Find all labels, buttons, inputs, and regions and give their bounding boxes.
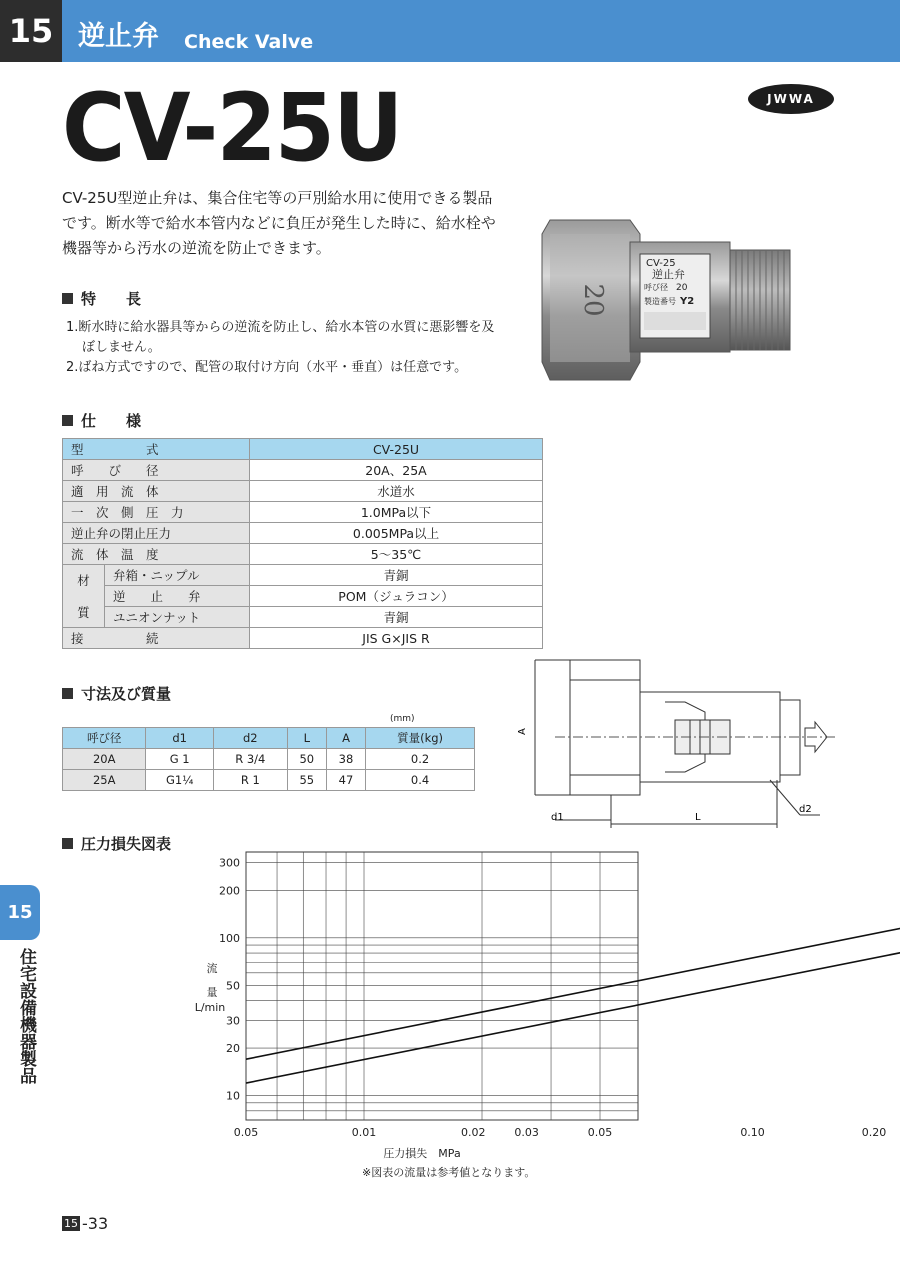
spec-row xyxy=(63,565,543,586)
features-heading xyxy=(62,288,141,309)
dims-cell: 20A xyxy=(63,749,146,770)
dim-label-d2: d2 xyxy=(799,804,812,815)
spec-value: 0.005MPa以上 xyxy=(250,523,543,544)
features-heading-text: 特 長 xyxy=(81,290,142,308)
x-tick-label: 0.02 xyxy=(461,1126,486,1139)
material-label-1: 材 xyxy=(77,573,90,588)
y-tick-label: 100 xyxy=(219,931,240,945)
x-tick-label: 0.05 xyxy=(587,1126,613,1139)
spec-value: 青銅 xyxy=(250,565,543,586)
spec-row xyxy=(63,628,543,649)
technical-drawing xyxy=(515,650,845,830)
x-tick-label: 0.05 xyxy=(233,1126,259,1139)
dims-table xyxy=(62,727,475,791)
x-axis-label: 圧力損失 MPa xyxy=(383,1147,461,1160)
dims-row xyxy=(63,770,475,791)
pressure-loss-chart xyxy=(180,850,887,1160)
label-mfg: Y2 xyxy=(680,296,695,307)
x-tick-label: 0.10 xyxy=(740,1126,765,1139)
spec-value: 水道水 xyxy=(250,481,543,502)
bullet-square xyxy=(62,293,73,304)
spec-key: 適 用 流 体 xyxy=(63,481,250,502)
spec-value: JIS G×JIS R xyxy=(250,628,543,649)
chart-note: ※図表の流量は参考値となります。 xyxy=(362,1166,536,1179)
label-size: 20 xyxy=(676,283,688,293)
dims-header: 質量(kg) xyxy=(366,728,475,749)
y-axis-unit: L/min xyxy=(194,1001,226,1014)
x-tick-label: 0.01 xyxy=(351,1126,377,1139)
dims-header: A xyxy=(326,728,365,749)
spec-heading xyxy=(62,410,141,431)
spec-key: 型 式 xyxy=(63,439,250,460)
side-category-text: 住宅設備機器製品 xyxy=(16,948,36,1084)
casting-number: 20 xyxy=(578,283,608,317)
y-tick-label: 200 xyxy=(219,884,240,898)
page-num: -33 xyxy=(82,1214,109,1233)
spec-value: 5～35℃ xyxy=(250,544,543,565)
feature-item: 1.断水時に給水器具等からの逆流を防止し、給水本管の水質に悪影響を及ぼしません。 xyxy=(66,320,495,355)
dim-label-l: L xyxy=(695,812,701,823)
dims-cell: G 1 xyxy=(146,749,214,770)
intro-text: CV-25U型逆止弁は、集合住宅等の戸別給水用に使用できる製品です。断水等で給水本管内などに負圧が発生した時に、給水栓や機器等から汚水の逆流を防止できます。 xyxy=(62,189,496,257)
dims-cell: R 1 xyxy=(213,770,287,791)
chart-heading-text: 圧力損失図表 xyxy=(81,835,172,853)
material-label xyxy=(63,565,105,628)
spec-value: POM（ジュラコン） xyxy=(250,586,543,607)
header-bar xyxy=(0,0,900,62)
spec-key: ユニオンナット xyxy=(105,607,250,628)
y-tick-label: 10 xyxy=(226,1089,240,1103)
x-tick-label: 0.20 xyxy=(861,1126,887,1139)
y-axis-label-2: 量 xyxy=(206,986,218,999)
label-size-label: 呼び径 xyxy=(644,283,668,292)
product-photo xyxy=(540,212,800,384)
dim-label-d1: d1 xyxy=(551,812,564,823)
spec-value: 20A、25A xyxy=(250,460,543,481)
page-number xyxy=(62,1214,108,1233)
dims-header: 呼び径 xyxy=(63,728,146,749)
dims-header: d2 xyxy=(213,728,287,749)
dims-heading xyxy=(62,683,171,704)
dims-cell: 0.2 xyxy=(366,749,475,770)
side-chapter-tab: 15 xyxy=(0,885,40,940)
spec-value: 青銅 xyxy=(250,607,543,628)
dims-cell: 47 xyxy=(326,770,365,791)
spec-row xyxy=(63,523,543,544)
spec-key: 流 体 温 度 xyxy=(63,544,250,565)
y-tick-label: 50 xyxy=(226,979,240,993)
bullet-square xyxy=(62,688,73,699)
label-line2: 逆止弁 xyxy=(652,268,685,281)
spec-key: 逆止弁の閉止圧力 xyxy=(63,523,250,544)
dims-header: d1 xyxy=(146,728,214,749)
features-list xyxy=(66,318,506,378)
dims-row xyxy=(63,749,475,770)
model-name: CV-25U xyxy=(62,74,402,183)
spec-row xyxy=(63,586,543,607)
label-line1: CV-25 xyxy=(646,258,676,269)
spec-key: 逆 止 弁 xyxy=(105,586,250,607)
dims-cell: 55 xyxy=(287,770,326,791)
dims-cell: 0.4 xyxy=(366,770,475,791)
spec-row xyxy=(63,460,543,481)
chapter-number: 15 xyxy=(0,0,62,62)
spec-key: 接 続 xyxy=(63,628,250,649)
spec-row xyxy=(63,481,543,502)
unit-label: (mm) xyxy=(390,714,415,724)
spec-table xyxy=(62,438,543,649)
material-label-2: 質 xyxy=(77,605,90,620)
y-tick-label: 20 xyxy=(226,1042,240,1056)
spec-row xyxy=(63,439,543,460)
dims-cell: 25A xyxy=(63,770,146,791)
dims-header: L xyxy=(287,728,326,749)
jwwa-badge-text: JWWA xyxy=(767,92,815,106)
dims-heading-text: 寸法及び質量 xyxy=(81,685,172,703)
spec-value: CV-25U xyxy=(250,439,543,460)
dims-cell: R 3/4 xyxy=(213,749,287,770)
dims-cell: G1¼ xyxy=(146,770,214,791)
dims-cell: 50 xyxy=(287,749,326,770)
dims-header-row xyxy=(63,728,475,749)
chart-heading xyxy=(62,833,171,854)
feature-item: 2.ばね方式ですので、配管の取付け方向（水平・垂直）は任意です。 xyxy=(66,360,468,375)
page-title-jp: 逆止弁 xyxy=(78,21,159,52)
spec-key: 呼 び 径 xyxy=(63,460,250,481)
y-axis-label-1: 流 xyxy=(206,962,218,975)
dims-cell: 38 xyxy=(326,749,365,770)
spec-key: 一 次 側 圧 力 xyxy=(63,502,250,523)
bullet-square xyxy=(62,838,73,849)
spec-row xyxy=(63,544,543,565)
x-tick-label: 0.03 xyxy=(514,1126,539,1139)
dim-label-a: A xyxy=(517,728,528,735)
spec-row xyxy=(63,607,543,628)
page-chapter-box: 15 xyxy=(64,1217,78,1230)
spec-value: 1.0MPa以下 xyxy=(250,502,543,523)
spec-heading-text: 仕 様 xyxy=(81,412,142,430)
spec-key: 弁箱・ニップル xyxy=(105,565,250,586)
label-mfg-label: 製造番号 xyxy=(644,297,676,306)
spec-row xyxy=(63,502,543,523)
page-title-en: Check Valve xyxy=(184,31,314,53)
y-tick-label: 300 xyxy=(219,856,240,870)
bullet-square xyxy=(62,415,73,426)
y-tick-label: 30 xyxy=(226,1014,240,1028)
jwwa-badge xyxy=(748,84,834,114)
plot-frame xyxy=(246,852,638,1120)
